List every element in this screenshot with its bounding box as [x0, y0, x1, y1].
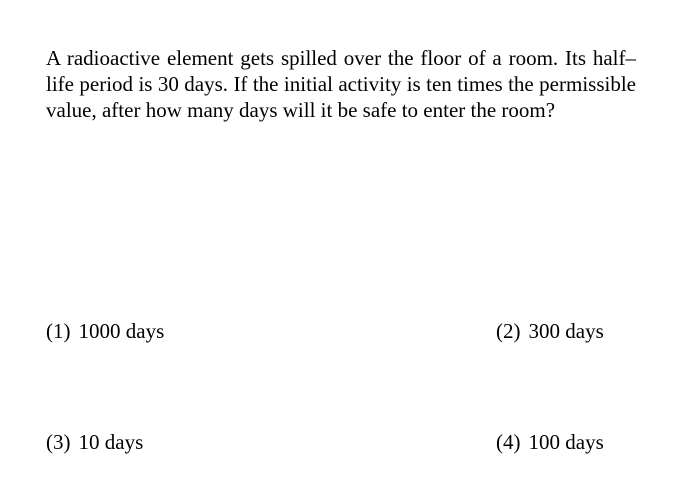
option-2 — [496, 318, 604, 344]
option-4 — [496, 429, 604, 455]
option-1 — [46, 318, 164, 344]
option-4-label: 100 days — [528, 430, 604, 454]
option-2-number: (2) — [496, 319, 521, 343]
option-3-number: (3) — [46, 430, 71, 454]
option-1-number: (1) — [46, 319, 71, 343]
option-1-label: 1000 days — [78, 319, 165, 343]
option-3 — [46, 429, 143, 455]
option-4-number: (4) — [496, 430, 521, 454]
option-3-label: 10 days — [78, 430, 144, 454]
question-text: A radioactive element gets spilled over the floor of a room. Its half–life period is 30 days. If the initial activity is ten times the permissible value, after how many days will it be safe to enter the room? — [46, 46, 636, 122]
option-2-label: 300 days — [528, 319, 604, 343]
